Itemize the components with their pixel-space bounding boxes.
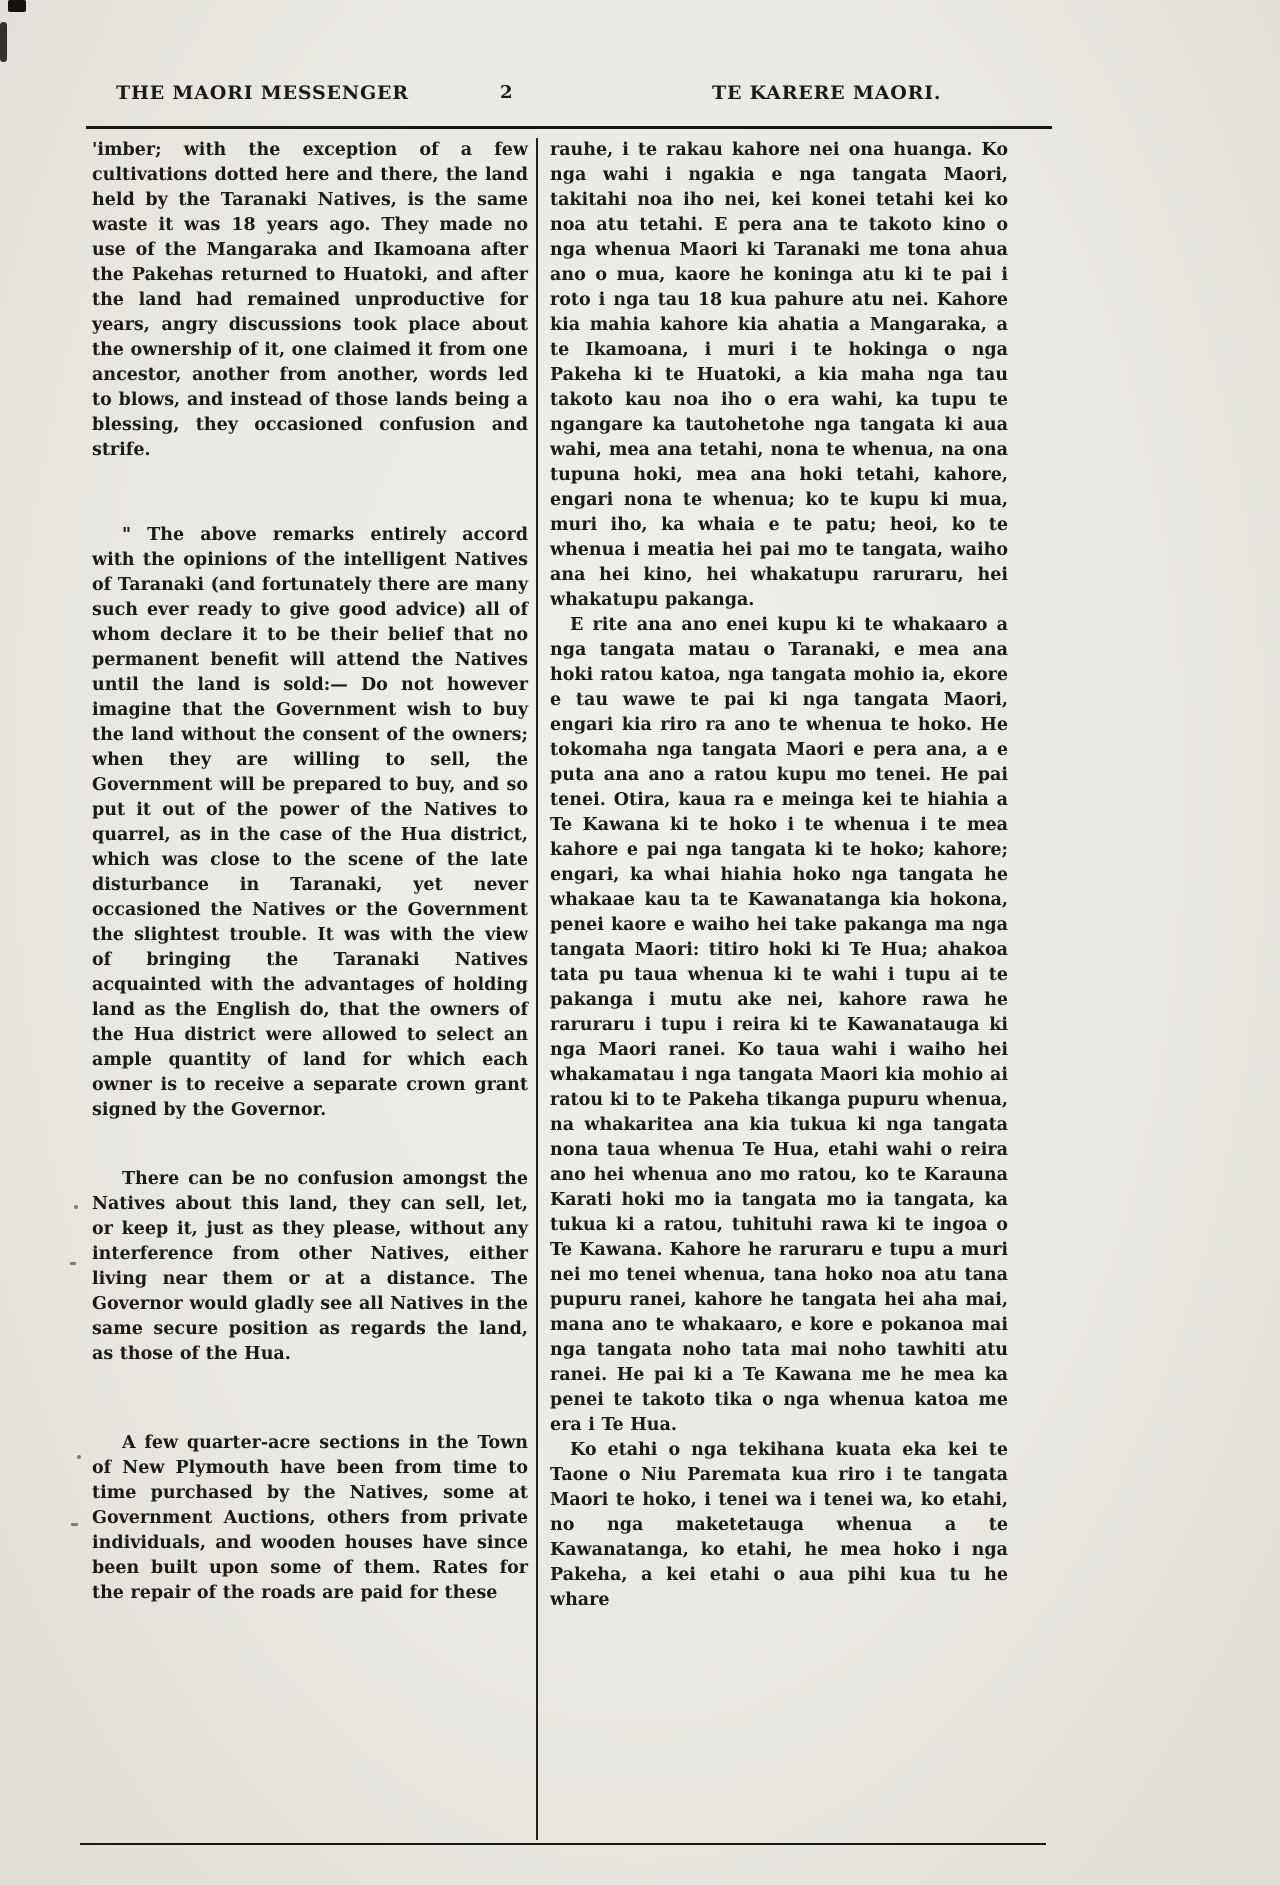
column-divider-rule — [536, 138, 538, 1840]
maori-paragraph-1: rauhe, i te rakau kahore nei ona huanga. Ko nga wahi i ngakia e nga tangata Maori, takitahi noa iho nei, kei konei tetahi kei ko noa atu tetahi. E pera ana te takoto kino o nga whenua Maori ki Taranaki me tona ahua ano o mua, kaore he koninga atu ki te pai i roto i nga tau 18 kua pahure atu nei. Kahore kia mahia kahore kia ahatia a Mangaraka, a te Ikamoana, i muri i te hokinga o nga Pakeha ki te Huatoki, a kia maha nga tau takoto kau noa iho o era wahi, ka tupu te ngangare ka tautohetohe nga tangata ki aua wahi, mea ana tetahi, nona te whenua, na ona tupuna hoki, mea ana hoki tetahi, kahore, engari nona te whenua; ko te kupu ki mua, muri iho, ka whaia e te patu; heoi, ko te whenua i meatia hei pai mo te tangata, waiho ana hei kino, hei whakatupu raruraru, hei whakatupu pakanga. — [550, 140, 1008, 610]
scan-speck — [77, 1455, 81, 1459]
scan-artifact-mark — [8, 0, 26, 12]
masthead-rule — [86, 126, 1052, 129]
maori-paragraph-3: Ko etahi o nga tekihana kuata eka kei te Taone o Niu Paremata kua riro i te tangata Maori te hoko, i tenei wa i tenei wa, ko etahi, no nga maketetauga whenua a te Kawanatanga, ko etahi, he mea hoko i nga Pakeha, a kei etahi o aua pihi kua tu he whare — [550, 1440, 1008, 1610]
newspaper-title-maori: TE KARERE MAORI. — [712, 82, 942, 104]
english-paragraph-2: " The above remarks entirely accord with the opinions of the intelligent Natives of Taranaki (and fortunately there are many such ever ready to give good advice) all of whom declare it to be their belief that no permanent benefit will attend the Natives until the land is sold:— Do not however imagine that the Government wish to buy the land without the consent of the owners; when they are willing to sell, the Government will be prepared to buy, and so put it out of the power of the Natives to quarrel, as in the case of the Hua district, which was close to the scene of the late disturbance in Taranaki, yet never occasioned the Natives or the Government the slightest trouble. It was with the view of bringing the Taranaki Natives acquainted with the advantages of holding land as the English do, that the owners of the Hua district were allowed to select an ample quantity of land for which each owner is to receive a separate crown grant signed by the Governor. — [92, 525, 528, 1120]
english-paragraph-4: A few quarter-acre sections in the Town of New Plymouth have been from time to time purchased by the Natives, some at Government Auctions, others from private individuals, and wooden houses have since been built upon some of them. Rates for the repair of the roads are paid for these — [92, 1433, 528, 1603]
scan-speck — [71, 1523, 78, 1526]
masthead — [0, 82, 1280, 116]
maori-paragraph-2: E rite ana ano enei kupu ki te whakaaro a nga tangata matau o Taranaki, e mea ana hoki ratou katoa, nga tangata mohio ia, ekore e tau wawe te pai ki nga tangata Maori, engari kia riro ra ano te whenua te hoko. He tokomaha nga tangata Maori e pera ana, a e puta ana ano a ratou kupu mo tenei. He pai tenei. Otira, kaua ra e meinga kei te hiahia a Te Kawana ki te hoko i te whenua i te mea kahore e pai nga tangata ki te hoko; kahore; engari, ka whai hiahia hoko nga tangata he whakaae kau ta te Kawanatanga kia hokona, penei kaore e waiho hei take pakanga ma nga tangata Maori: titiro hoki ki Te Hua; ahakoa tata pu taua whenua ki te wahi i tupu ai te pakanga i mutu ake nei, kahore rawa he raruraru i tupu i reira ki te Kawanatauga ki nga Maori ranei. Ko taua wahi i waiho hei whakamatau i nga tangata Maori kia mohio ai ratou ki to te Pakeha tikanga pupuru whenua, na whakaritea ana kia tukua ki nga tangata nona taua whenua Te Hua, etahi wahi o reira ano hei whenua ano mo ratou, ko te Karauna Karati hoki mo ia tangata mo ia tangata, ka tukua ki a ratou, tuhituhi rawa ki te ingoa o Te Kawana. Kahore he raruraru e tupu a muri nei mo tenei whenua, tana hoko noa atu tana pupuru ranei, kahore he tangata hei aha mai, mana ano te whakaaro, e kore e pokanoa mai nga tangata noho tata mai noho tawhiti atu ranei. He pai ki a Te Kawana me he mea ka penei te takoto tika o nga whenua katoa me era i Te Hua. — [550, 615, 1008, 1435]
bottom-rule — [80, 1843, 1046, 1845]
newspaper-title-english: THE MAORI MESSENGER — [116, 82, 409, 104]
scan-speck — [74, 1205, 78, 1209]
scan-speck — [70, 1262, 76, 1265]
scan-artifact-mark — [0, 22, 7, 62]
english-paragraph-3: There can be no confusion amongst the Natives about this land, they can sell, let, or keep it, just as they please, without any interference from other Natives, either living near them or at a distance. The Governor would gladly see all Natives in the same secure position as regards the land, as those of the Hua. — [92, 1169, 528, 1364]
page-number: 2 — [500, 82, 514, 103]
english-column — [92, 138, 528, 1840]
two-column-body — [92, 138, 1008, 1840]
english-paragraph-1: 'imber; with the exception of a few cultivations dotted here and there, the land held by the Taranaki Natives, is the same waste it was 18 years ago. They made no use of the Mangaraka and Ikamoana after the Pakehas returned to Huatoki, and after the land had remained unproductive for years, angry discussions took place about the ownership of it, one claimed it from one ancestor, another from another, words led to blows, and instead of those lands being a blessing, they occasioned confusion and strife. — [92, 140, 528, 460]
maori-column — [550, 138, 1008, 1840]
